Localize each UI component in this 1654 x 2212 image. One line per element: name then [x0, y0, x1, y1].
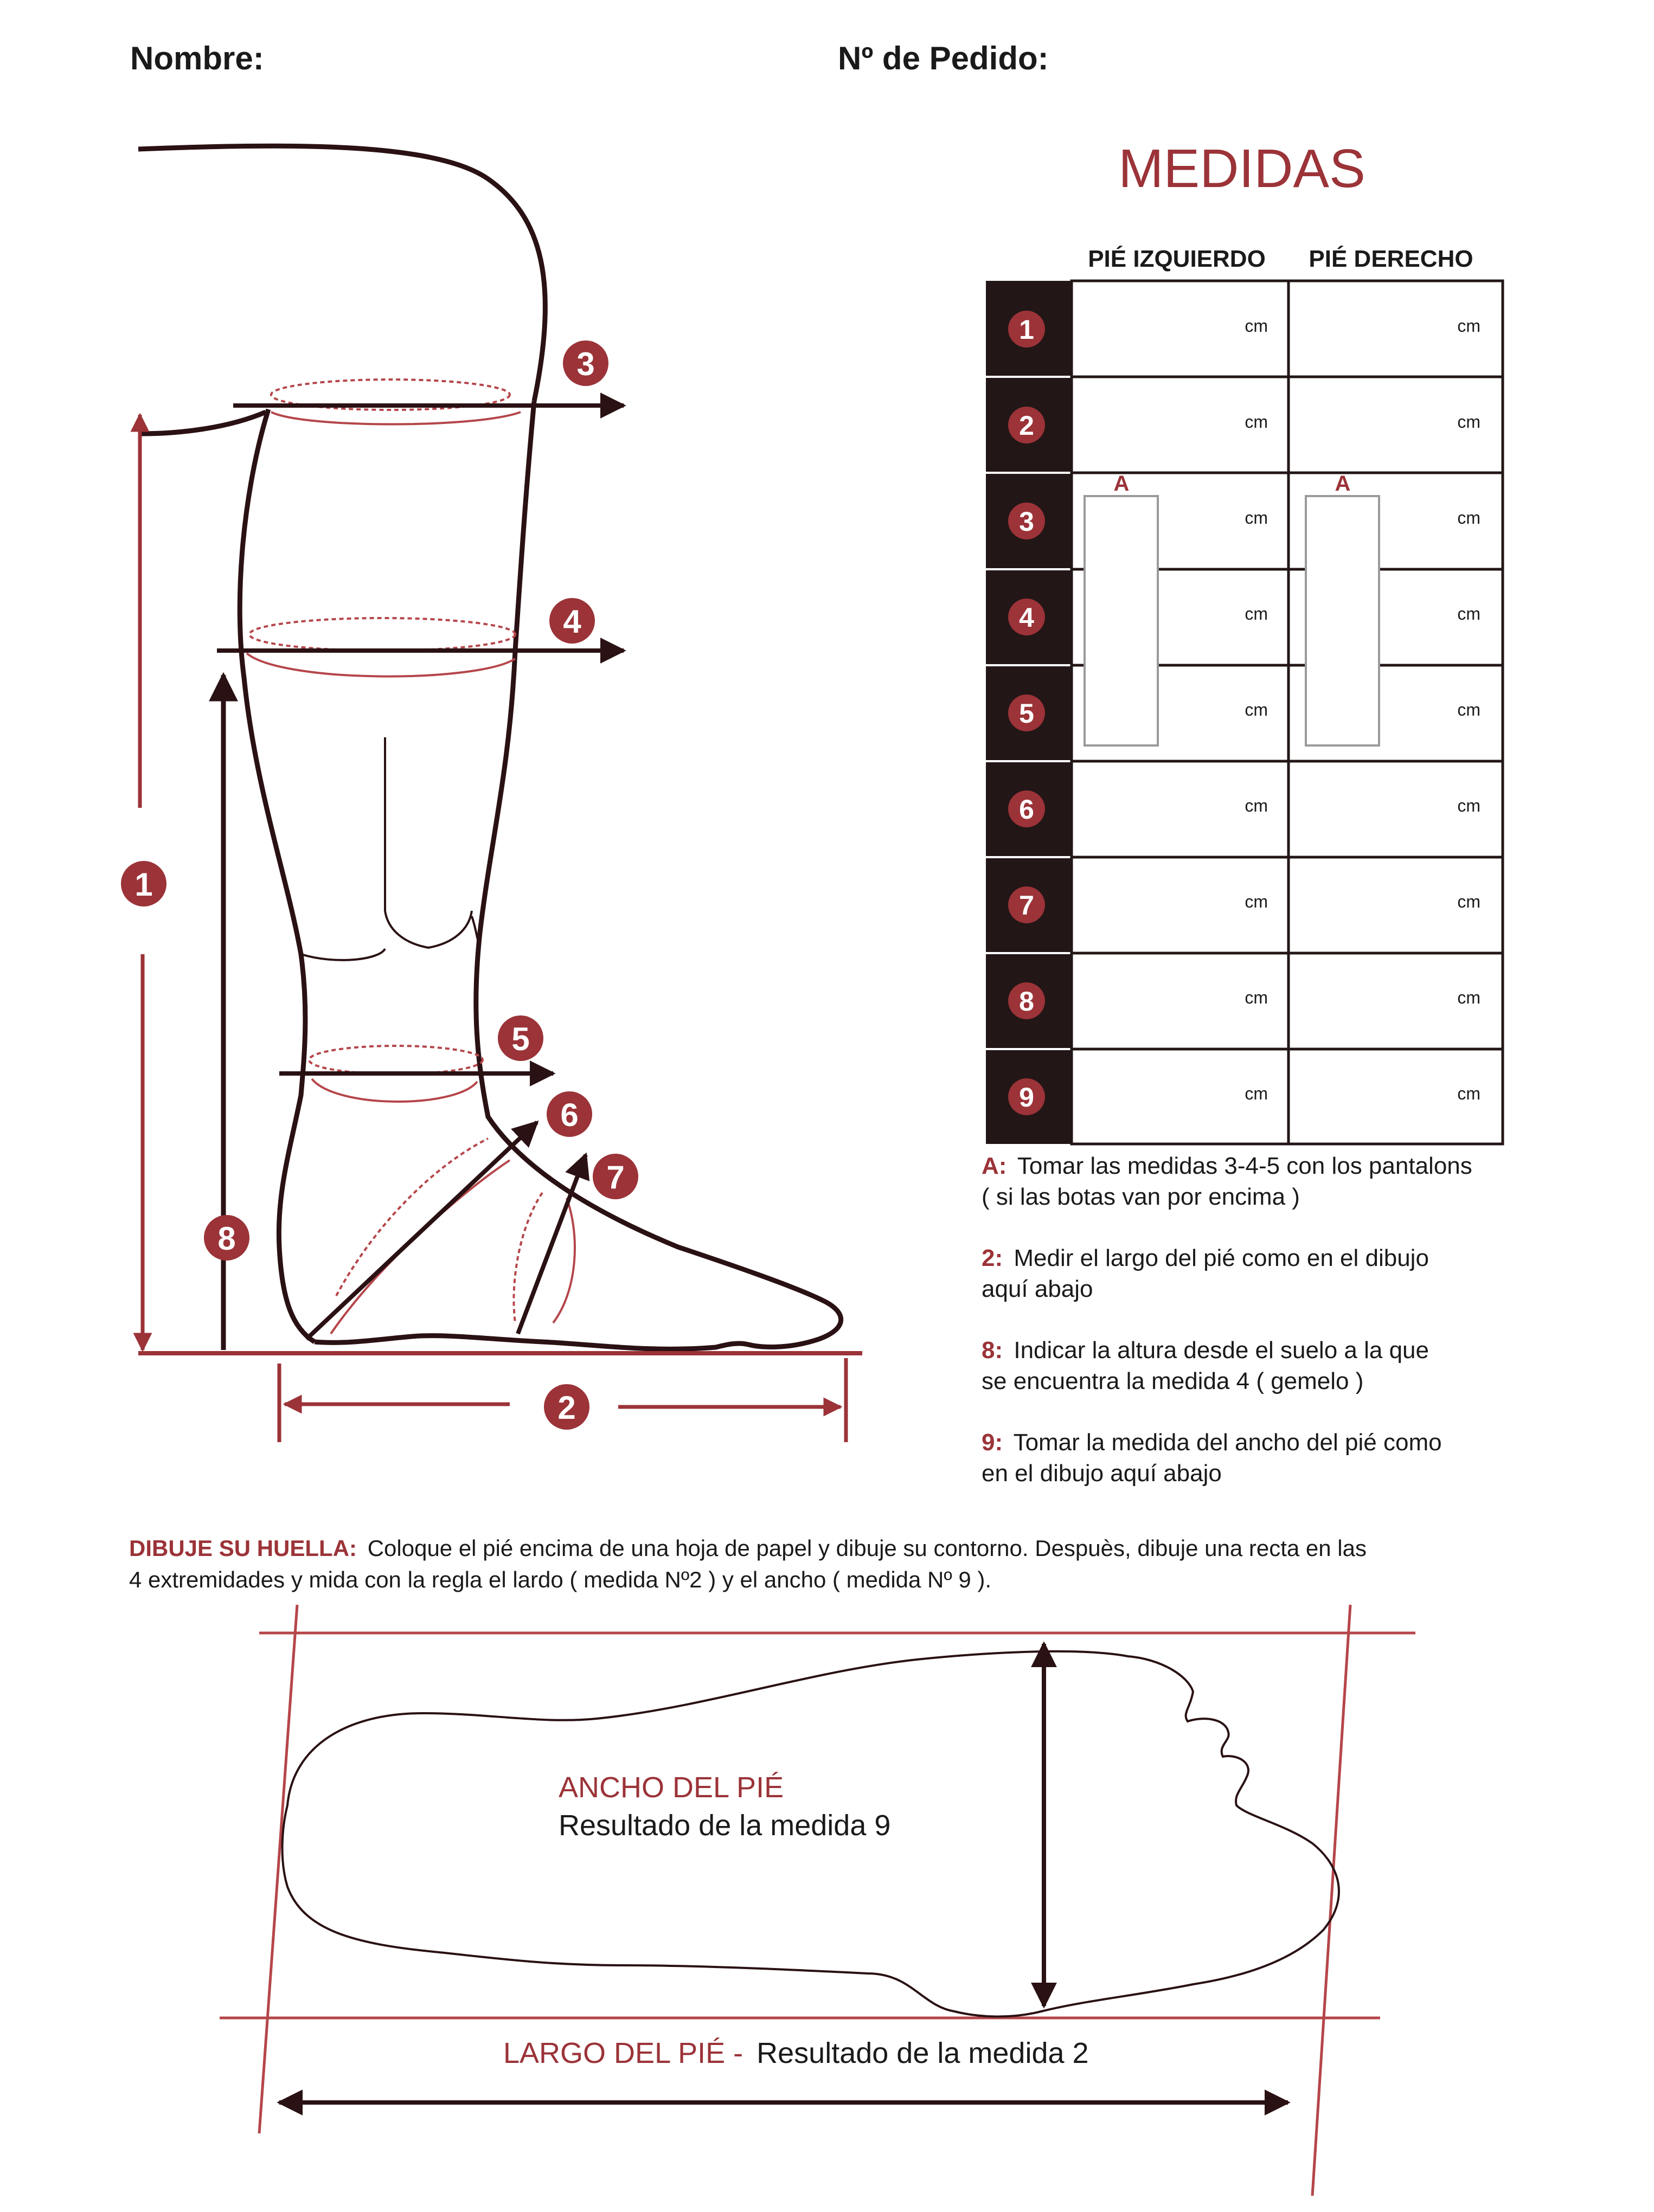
leg-badge-7 — [593, 1154, 638, 1199]
svg-text:4: 4 — [563, 603, 581, 640]
unit-right: cm — [1457, 700, 1480, 719]
unit-left: cm — [1245, 508, 1268, 528]
svg-text:2: 2 — [1019, 410, 1034, 441]
svg-text:8: Indicar la altura d: 8: Indicar la altura desde el suelo a la que — [982, 1337, 1429, 1364]
svg-text:9: Tomar la medida del: 9: Tomar la medida del ancho del pié como — [982, 1429, 1442, 1456]
unit-left: cm — [1245, 604, 1268, 623]
svg-text:8: 8 — [217, 1220, 236, 1257]
footprint-diagram — [220, 1605, 1415, 2196]
svg-text:A: Tomar las medidas 3: A: Tomar las medidas 3-4-5 con los pantalons — [982, 1153, 1472, 1179]
marker-a-right: A — [1335, 472, 1351, 496]
leg-badge-5 — [498, 1015, 543, 1061]
order-number-label: Nº de Pedido: — [838, 40, 1049, 76]
svg-text:2: Medir el largo del: 2: Medir el largo del pié como en el dibujo — [982, 1245, 1429, 1271]
svg-text:8: 8 — [1019, 986, 1034, 1017]
notes — [982, 1153, 1472, 1487]
svg-text:3: 3 — [576, 346, 595, 382]
unit-left: cm — [1245, 1084, 1268, 1103]
unit-right: cm — [1457, 1084, 1480, 1103]
marker-a-left: A — [1113, 472, 1130, 496]
leg-badge-3 — [563, 340, 608, 386]
note-8 — [982, 1337, 1429, 1394]
unit-right: cm — [1457, 508, 1480, 528]
svg-text:6: 6 — [1019, 794, 1034, 825]
svg-text:7: 7 — [606, 1159, 625, 1195]
unit-left: cm — [1245, 892, 1268, 911]
unit-left: cm — [1245, 988, 1268, 1007]
svg-text:3: 3 — [1019, 506, 1034, 537]
unit-right: cm — [1457, 988, 1480, 1007]
leg-badge-8 — [204, 1215, 249, 1261]
leg-badge-1 — [121, 861, 166, 906]
col-header-right: PIÉ DERECHO — [1309, 246, 1473, 272]
unit-right: cm — [1457, 316, 1480, 336]
svg-text:en el dibujo aquí abajo: en el dibujo aquí abajo — [982, 1460, 1222, 1487]
table-title: MEDIDAS — [1118, 138, 1365, 199]
svg-text:5: 5 — [511, 1021, 530, 1057]
svg-text:DIBUJE SU HUELLA: Coloqu: DIBUJE SU HUELLA: Coloque el pié encima de una hoja de papel y dibuje su contorno. Despuès, dibuje una recta en las — [129, 1535, 1367, 1561]
svg-text:1: 1 — [134, 866, 153, 903]
svg-text:5: 5 — [1019, 698, 1034, 729]
note-a — [982, 1153, 1472, 1210]
svg-text:9: 9 — [1019, 1082, 1034, 1113]
leg-badge-2 — [544, 1384, 589, 1430]
length-label: LARGO DEL PIÉ - Resultado de la medida 2 — [503, 2037, 1089, 2069]
note-2 — [982, 1245, 1429, 1302]
col-header-left: PIÉ IZQUIERDO — [1088, 246, 1266, 272]
unit-right: cm — [1457, 412, 1480, 432]
width-subtitle: Resultado de la medida 9 — [559, 1809, 891, 1842]
svg-text:1: 1 — [1019, 314, 1034, 345]
unit-left: cm — [1245, 796, 1268, 815]
unit-right: cm — [1457, 892, 1480, 911]
svg-text:se encuentra la medida 4 ( gem: se encuentra la medida 4 ( gemelo ) — [982, 1368, 1364, 1394]
svg-text:7: 7 — [1019, 890, 1034, 921]
unit-left: cm — [1245, 412, 1268, 432]
unit-left: cm — [1245, 316, 1268, 336]
svg-text:4: 4 — [1019, 602, 1034, 633]
leg-badge-6 — [547, 1091, 592, 1137]
unit-left: cm — [1245, 700, 1268, 719]
svg-text:aquí abajo: aquí abajo — [982, 1276, 1093, 1302]
svg-text:( si las botas van por encima: ( si las botas van por encima ) — [982, 1184, 1300, 1210]
footprint-instructions — [129, 1535, 1367, 1592]
leg-badge-4 — [549, 598, 595, 644]
width-title: ANCHO DEL PIÉ — [559, 1771, 784, 1804]
note-9 — [982, 1429, 1442, 1487]
svg-text:4 extremidades y mida con la r: 4 extremidades y mida con la regla el lardo ( medida Nº2 ) y el ancho ( medida Nº 9 ). — [129, 1567, 992, 1592]
svg-text:2: 2 — [557, 1390, 576, 1426]
unit-right: cm — [1457, 796, 1480, 815]
svg-text:6: 6 — [560, 1097, 579, 1133]
unit-right: cm — [1457, 604, 1480, 623]
name-label: Nombre: — [130, 40, 264, 76]
